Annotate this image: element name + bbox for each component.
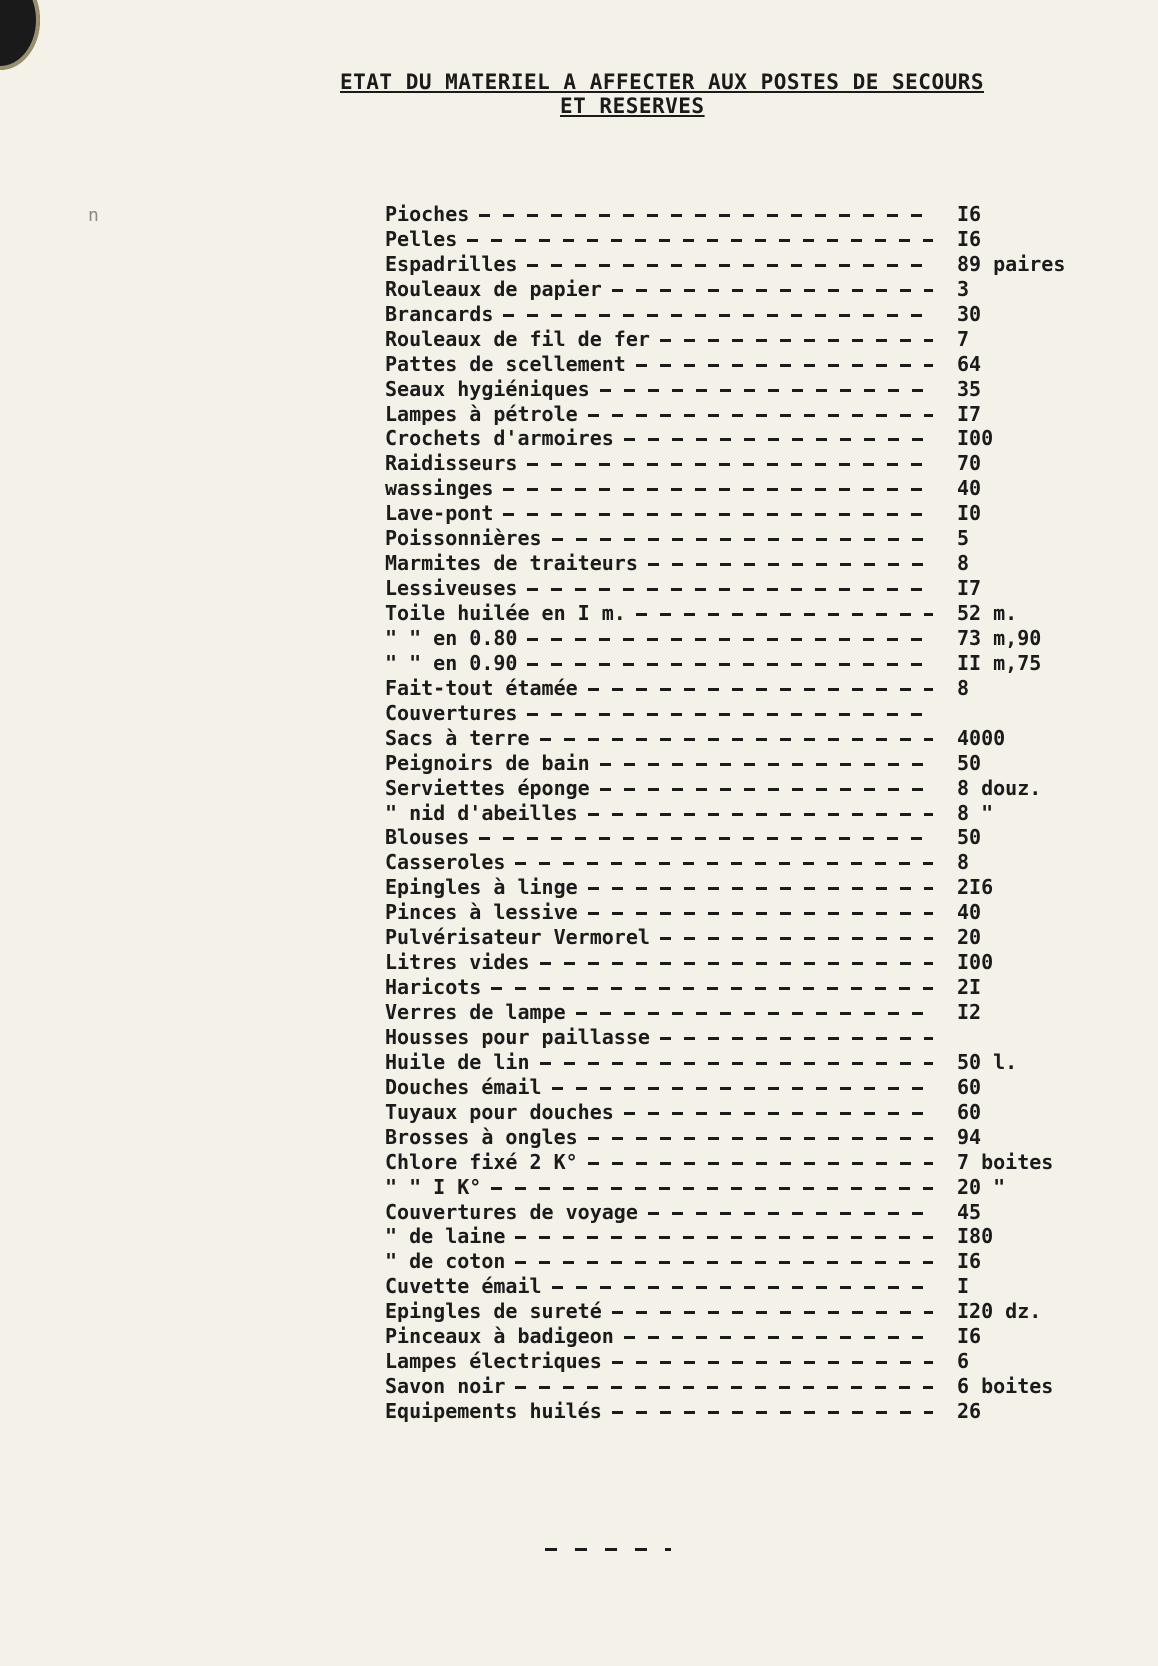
list-item	[385, 825, 1125, 850]
dash-leader	[527, 663, 933, 666]
list-item	[385, 402, 1125, 427]
list-item	[385, 576, 1125, 601]
item-quantity: 8	[957, 675, 970, 700]
item-label: Pioches	[385, 202, 470, 226]
list-item	[385, 850, 1125, 875]
list-item	[385, 1224, 1125, 1249]
list-item	[385, 202, 1125, 227]
dash-leader	[600, 788, 933, 791]
item-quantity: II m,75	[957, 650, 1042, 675]
dash-leader	[552, 1286, 933, 1289]
item-quantity: 6 boites	[957, 1374, 1054, 1399]
list-item	[385, 651, 1125, 676]
dash-leader	[624, 438, 933, 441]
item-label: Pelles	[385, 226, 458, 251]
dash-leader	[636, 364, 933, 367]
item-label: Casseroles	[385, 850, 506, 875]
dash-leader	[527, 713, 933, 716]
list-item	[385, 526, 1125, 551]
dash-leader	[588, 887, 933, 890]
item-label: Litres vides	[385, 950, 530, 975]
item-quantity: 60	[957, 1074, 982, 1099]
dash-leader	[612, 1311, 933, 1314]
dash-leader	[600, 763, 933, 766]
dash-leader	[612, 289, 933, 292]
dash-leader	[612, 1411, 933, 1414]
dash-leader	[479, 837, 933, 840]
item-label: Verres de lampe	[385, 1000, 566, 1024]
dash-leader	[527, 264, 933, 267]
item-label: Lampes électriques	[385, 1349, 602, 1374]
list-item	[385, 1150, 1125, 1175]
item-quantity: 50	[957, 750, 982, 775]
item-label: Epingles à linge	[385, 875, 578, 900]
dash-leader	[491, 1187, 933, 1190]
item-quantity: 64	[957, 351, 982, 376]
margin-mark: n	[88, 205, 99, 226]
list-item	[385, 1175, 1125, 1200]
list-item	[385, 875, 1125, 900]
list-item	[385, 227, 1125, 252]
list-item	[385, 676, 1125, 701]
item-quantity: 45	[957, 1199, 982, 1224]
dash-leader	[479, 214, 933, 217]
dash-leader	[624, 1336, 933, 1339]
item-quantity: 40	[957, 900, 982, 925]
item-label: Rouleaux de fil de fer	[385, 326, 650, 351]
item-label: Epingles de sureté	[385, 1299, 602, 1324]
item-label: Savon noir	[385, 1374, 506, 1399]
list-item	[385, 626, 1125, 651]
document-title	[320, 70, 1100, 118]
dash-leader	[527, 588, 933, 591]
item-quantity: 70	[957, 451, 982, 476]
item-quantity: I2	[957, 1000, 982, 1024]
list-item	[385, 426, 1125, 451]
item-label: Marmites de traiteurs	[385, 551, 638, 576]
item-quantity: 73 m,90	[957, 625, 1042, 650]
list-item	[385, 950, 1125, 975]
item-label: Cuvette émail	[385, 1274, 542, 1299]
item-label: " de coton	[385, 1249, 506, 1274]
item-label: Douches émail	[385, 1074, 542, 1099]
item-label: Seaux hygiéniques	[385, 376, 590, 401]
list-item	[385, 925, 1125, 950]
list-item	[385, 900, 1125, 925]
list-item	[385, 776, 1125, 801]
item-label: " de laine	[385, 1224, 506, 1249]
item-quantity: 3	[957, 276, 970, 301]
item-label: Pattes de scellement	[385, 351, 626, 376]
list-item	[385, 601, 1125, 626]
list-item	[385, 551, 1125, 576]
list-item	[385, 451, 1125, 476]
item-label: Raidisseurs	[385, 451, 518, 476]
item-quantity: I6	[957, 202, 982, 226]
item-label: Haricots	[385, 975, 482, 1000]
closing-dashes	[545, 1548, 671, 1551]
dash-leader	[467, 239, 933, 242]
dash-leader	[600, 389, 933, 392]
dash-leader	[588, 414, 933, 417]
item-quantity: 4000	[957, 725, 1006, 750]
item-quantity: 7 boites	[957, 1149, 1054, 1174]
item-quantity: 26	[957, 1399, 982, 1423]
dash-leader	[588, 912, 933, 915]
list-item	[385, 1249, 1125, 1274]
item-quantity: 7	[957, 326, 970, 351]
item-quantity: I7	[957, 576, 982, 601]
dash-leader	[491, 987, 933, 990]
item-label: Lampes à pétrole	[385, 401, 578, 426]
dash-leader	[588, 813, 933, 816]
item-quantity: 2I6	[957, 875, 994, 900]
dash-leader	[515, 1261, 933, 1264]
item-quantity: 8	[957, 551, 970, 576]
item-quantity: I6	[957, 226, 982, 251]
item-quantity: 8	[957, 850, 970, 875]
list-item	[385, 1324, 1125, 1349]
dash-leader	[588, 688, 933, 691]
item-quantity: I	[957, 1274, 970, 1299]
list-item	[385, 302, 1125, 327]
dash-leader	[648, 563, 933, 566]
item-quantity: 30	[957, 301, 982, 326]
item-label: Equipements huilés	[385, 1399, 602, 1423]
list-item	[385, 1100, 1125, 1125]
item-quantity: 2I	[957, 975, 982, 1000]
item-label: Blouses	[385, 825, 470, 850]
item-label: " " en 0.90	[385, 650, 518, 675]
item-label: Serviettes éponge	[385, 775, 590, 800]
item-quantity: I6	[957, 1249, 982, 1274]
list-item	[385, 1399, 1125, 1424]
dash-leader	[612, 1361, 933, 1364]
item-label: " nid d'abeilles	[385, 800, 578, 825]
item-quantity: I00	[957, 950, 994, 975]
inventory-list	[385, 202, 1125, 1424]
item-quantity: 8 "	[957, 800, 994, 825]
dash-leader	[540, 962, 933, 965]
dash-leader	[660, 339, 933, 342]
item-label: Pinces à lessive	[385, 900, 578, 925]
list-item	[385, 1374, 1125, 1399]
item-quantity: 50	[957, 825, 982, 850]
dash-leader	[624, 1112, 933, 1115]
item-label: Toile huilée en I m.	[385, 601, 626, 625]
list-item	[385, 1050, 1125, 1075]
item-quantity: 94	[957, 1124, 982, 1149]
item-label: Brosses à ongles	[385, 1124, 578, 1149]
item-quantity: 8 douz.	[957, 775, 1042, 800]
item-label: Housses pour paillasse	[385, 1024, 650, 1049]
dash-leader	[660, 1037, 933, 1040]
item-quantity: I80	[957, 1224, 994, 1249]
item-label: Brancards	[385, 301, 494, 326]
item-quantity: 52 m.	[957, 601, 1018, 625]
dash-leader	[660, 937, 933, 940]
list-item	[385, 701, 1125, 726]
item-label: Crochets d'armoires	[385, 426, 614, 451]
dash-leader	[515, 1386, 933, 1389]
list-item	[385, 476, 1125, 501]
dash-leader	[540, 1062, 933, 1065]
dash-leader	[515, 862, 933, 865]
list-item	[385, 501, 1125, 526]
dash-leader	[503, 314, 933, 317]
item-label: wassinges	[385, 476, 494, 501]
item-quantity: 89 paires	[957, 251, 1066, 276]
list-item	[385, 1274, 1125, 1299]
list-item	[385, 1000, 1125, 1025]
item-label: Sacs à terre	[385, 725, 530, 750]
dash-leader	[527, 638, 933, 641]
dash-leader	[588, 1162, 933, 1165]
dash-leader	[515, 1236, 933, 1239]
dash-leader	[503, 488, 933, 491]
item-label: " " en 0.80	[385, 625, 518, 650]
item-quantity: 20 "	[957, 1174, 1006, 1199]
list-item	[385, 751, 1125, 776]
list-item	[385, 1200, 1125, 1225]
item-label: Pulvérisateur Vermorel	[385, 925, 650, 950]
item-quantity: 60	[957, 1099, 982, 1124]
item-quantity: 6	[957, 1349, 970, 1374]
dash-leader	[636, 613, 933, 616]
item-quantity: I00	[957, 426, 994, 451]
item-label: Lave-pont	[385, 501, 494, 526]
item-label: Couvertures	[385, 700, 518, 725]
item-label: Chlore fixé 2 K°	[385, 1149, 578, 1174]
list-item	[385, 327, 1125, 352]
list-item	[385, 352, 1125, 377]
dash-leader	[576, 1012, 933, 1015]
item-label: Peignoirs de bain	[385, 750, 590, 775]
dash-leader	[552, 538, 933, 541]
title-line-1: ETAT DU MATERIEL A AFFECTER AUX POSTES DE SECOURS	[340, 70, 985, 94]
dash-leader	[503, 513, 933, 516]
item-label: Poissonnières	[385, 526, 542, 551]
list-item	[385, 277, 1125, 302]
item-label: " " I K°	[385, 1174, 482, 1199]
item-label: Pinceaux à badigeon	[385, 1324, 614, 1349]
title-line-2: ET RESERVES	[560, 94, 705, 118]
item-quantity: 20	[957, 925, 982, 950]
item-quantity: I20 dz.	[957, 1299, 1042, 1324]
dash-leader	[552, 1087, 933, 1090]
item-quantity: 5	[957, 526, 970, 551]
list-item	[385, 1025, 1125, 1050]
dash-leader	[540, 738, 933, 741]
item-label: Couvertures de voyage	[385, 1199, 638, 1224]
list-item	[385, 377, 1125, 402]
item-label: Fait-tout étamée	[385, 675, 578, 700]
dash-leader	[527, 463, 933, 466]
list-item	[385, 1125, 1125, 1150]
list-item	[385, 1075, 1125, 1100]
item-label: Espadrilles	[385, 251, 518, 276]
dash-leader	[588, 1137, 933, 1140]
list-item	[385, 801, 1125, 826]
item-quantity: I7	[957, 401, 982, 426]
item-quantity: 35	[957, 376, 982, 401]
list-item	[385, 975, 1125, 1000]
dash-leader	[648, 1212, 933, 1215]
list-item	[385, 1349, 1125, 1374]
item-quantity: I0	[957, 501, 982, 526]
item-label: Lessiveuses	[385, 576, 518, 601]
list-item	[385, 252, 1125, 277]
item-label: Rouleaux de papier	[385, 276, 602, 301]
item-label: Tuyaux pour douches	[385, 1099, 614, 1124]
item-quantity: 50 l.	[957, 1049, 1018, 1074]
item-quantity: I6	[957, 1324, 982, 1349]
item-quantity: 40	[957, 476, 982, 501]
binder-hole	[0, 0, 40, 70]
list-item	[385, 1299, 1125, 1324]
list-item	[385, 726, 1125, 751]
item-label: Huile de lin	[385, 1049, 530, 1074]
